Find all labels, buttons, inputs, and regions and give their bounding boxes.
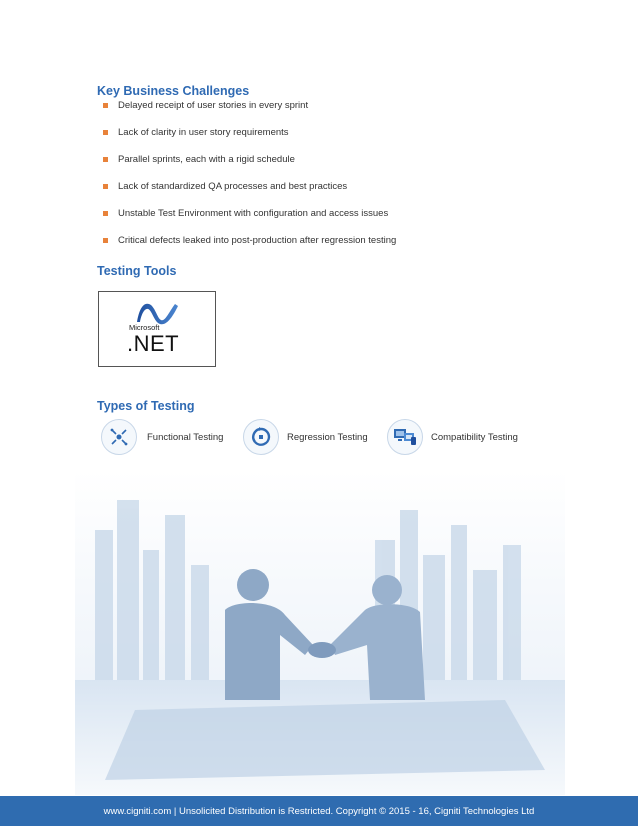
type-regression-testing xyxy=(243,418,368,456)
footer-text: www.cigniti.com | Unsolicited Distribution is Restricted. Copyright © 2015 - 16, Cigniti Technologies Ltd xyxy=(103,805,535,817)
bullet-icon xyxy=(103,238,108,243)
challenge-item: Critical defects leaked into post-production after regression testing xyxy=(101,232,396,259)
microsoft-wordmark: Microsoft xyxy=(129,323,160,332)
type-functional-testing xyxy=(101,418,223,456)
types-of-testing-heading: Types of Testing xyxy=(97,399,195,413)
regression-testing-icon xyxy=(243,419,279,455)
functional-testing-icon xyxy=(101,419,137,455)
testing-types-row xyxy=(101,418,541,456)
compatibility-testing-label: Compatibility Testing xyxy=(431,431,518,443)
bullet-icon xyxy=(103,130,108,135)
key-business-challenges-heading: Key Business Challenges xyxy=(97,84,250,98)
regression-testing-label: Regression Testing xyxy=(287,431,368,443)
net-wordmark: .NET xyxy=(127,331,180,356)
dotnet-logo-box xyxy=(98,291,216,367)
challenges-list xyxy=(101,97,396,259)
challenge-item: Parallel sprints, each with a rigid schedule xyxy=(101,151,396,178)
functional-testing-label: Functional Testing xyxy=(147,431,224,443)
challenge-item: Lack of standardized QA processes and best practices xyxy=(101,178,396,205)
challenge-item: Unstable Test Environment with configuration and access issues xyxy=(101,205,396,232)
bullet-icon xyxy=(103,157,108,162)
footer-bar xyxy=(0,796,638,826)
bullet-icon xyxy=(103,103,108,108)
bullet-icon xyxy=(103,184,108,189)
bullet-icon xyxy=(103,211,108,216)
testing-tools-heading: Testing Tools xyxy=(97,264,177,278)
challenge-item: Lack of clarity in user story requirements xyxy=(101,124,396,151)
type-compatibility-testing xyxy=(387,418,518,456)
business-handshake-image xyxy=(75,470,565,795)
compatibility-testing-icon xyxy=(387,419,423,455)
challenge-item: Delayed receipt of user stories in every sprint xyxy=(101,97,396,124)
dotnet-logo xyxy=(99,292,215,366)
